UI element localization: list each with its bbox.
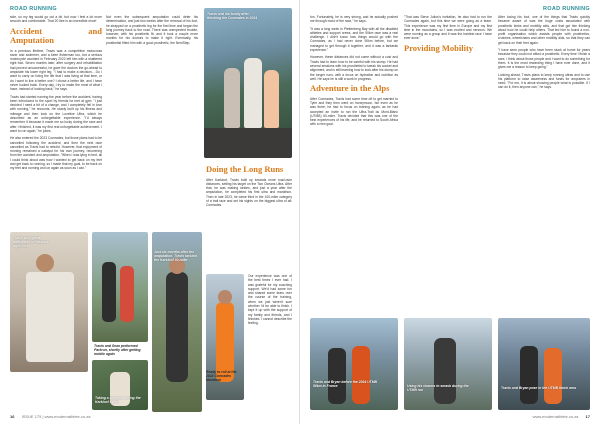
right-column-1 — [310, 15, 398, 315]
right-page — [300, 0, 600, 424]
right-column-3 — [498, 15, 590, 315]
heading-accident: Accident and Amputation — [10, 25, 102, 46]
site-url: www.modernathlete.co.za — [532, 414, 579, 419]
body-paragraph: Looking ahead, Travis plans to keep running ultras and to use his platform to raise awareness and funds for amputees in need. "For me, it is about showing people what is possible. If I can do it, then anyone can," he says. — [498, 72, 590, 90]
photo-utmb-start — [310, 318, 398, 410]
body-paragraph: Our experience was one of the best times I ever had. I was grateful for my coaching support. We'd had some fun and shared some tears over the course of the training, when we just weren't sure whether I'd be able to finish. I kept it up with the support of my family and friends, and I finished. I cannot describe the feeling. — [248, 274, 292, 326]
page-number: 17 — [585, 414, 590, 419]
photo-caption: Taking a breather during the Karkloof event — [95, 396, 141, 405]
photo-caption: Travis and Bryan pose in the UTMB finish area — [501, 386, 576, 390]
body-paragraph: Travis had started running the year before the accident, having been introduced to the sport by friends he met at gym. "I just decided I need a bit of a change, and I completely fell in love with running," he recounts. He slowly built up his fitness and mileage and then took on the Loveline Ultra, which he described as an unforgettable experience. "I'd always remember it because it made me so lucky during the race and after I finished, it was my first real unforgettable achievement. I want to run again," he jokes. — [10, 94, 102, 133]
page-footer — [10, 414, 90, 419]
body-paragraph: Not even the subsequent amputation could deter his determination, and just two weeks after the removal of his foot, he strapped on a prosthetic leg for the first time and began the long journey back to the road. There was unexpected trouble, however, with his prosthetic fit, and it took a couple more months for his doctors to make it right. Eventually, his prosthetist fitted him with a good prosthetic, the NextStep. — [106, 15, 198, 45]
body-paragraph: fun. Fortunately, he is very strong, and he actually pushed me through most of the race," he says. — [310, 15, 398, 24]
body-paragraph: After losing his foot, one of the things that Travis quickly became aware of was the huge costs associated with prosthetic limbs and mobility aids, and that got him thinking about how he could help others. That led him to found a non-profit organisation which assists people with prosthetics, crutches, wheelchairs and other mobility aids, so that they can get back on their feet again. — [498, 15, 590, 45]
issue-info: ISSUE 175 | www.modernathlete.co.za — [21, 414, 91, 419]
photo-caption: Just six months after the amputation, Travis tackled the Karkloof 50-miler — [154, 250, 197, 263]
body-paragraph: "It was a long week in Plettenberg Bay with all the disabled athletes and support crews, and the 90km race was a real challenge. I didn't know how things would go with the Comrades, as I had never done 90km before, but we managed to get through it together, and it was a fantastic experience." — [310, 26, 398, 53]
body-paragraph: However, these distances did not come without a cost and Travis had to learn how to be careful with his stump. He had several sessions with his prosthetist to tweak his socket and alignment, and is still learning how to look after his stump on the longer runs, with a focus on hydration and nutrition as well. He says he is still a work in progress. — [310, 55, 398, 81]
photo-caption: Travis and his family after finishing the Comrades in 2024 — [207, 12, 258, 21]
body-paragraph: "That was Steve Julius's invitation, he also had to run the Comrades again, but this time we were going as a team. This experience was my first time in Europe and my first time in the mountains, so I was excited and nervous. We were running as a group and it was the hardest race I have ever done." — [404, 15, 492, 41]
photo-caption: Ready to roll at the 2024 Comrades Marathon — [206, 370, 237, 383]
left-column-1 — [10, 15, 102, 230]
photo-family-comrades — [204, 8, 292, 158]
photo-parkrun — [92, 232, 148, 342]
section-tag: ROAD RUNNING — [543, 6, 590, 12]
photo-caption: Travis with great difficulties in hospital right foot — [13, 236, 48, 249]
photo-caption: Travis and Sean performed Parkrun, shortly after getting mobile again — [94, 344, 141, 357]
section-tag: ROAD RUNNING — [10, 6, 57, 12]
photo-hospital — [10, 232, 88, 372]
body-paragraph: He also entered the 2023 Comrades, but those plans had to be cancelled following the accident, and then the next race cancelled as Travis had to rebuild. However, that enjoyment of running remained a catalyst for his own journey, recovering from the accident and amputation. "When I was lying in bed, all I could think about was how I wanted to get back on my feet and get back to running, so I made that my goal, to be back on my feet and running and on again as soon as I can." — [10, 136, 102, 171]
left-column-2 — [106, 15, 198, 230]
right-column-2 — [404, 15, 492, 315]
photo-caption: Using his charms to smash during the UTMB run — [407, 384, 469, 393]
body-paragraph: In a previous lifetime, Travis was a competitive motocross racer and swimmer, and a keen fisherman too, but a serious motorcycle accident in February 2022 left him with a shattered right foot. Seven months later, after surgery and rehabilitation had proved unsuccessful, he gave the doctors the go-ahead to amputate his lower right leg. "I had to make a decision... Do I want to carry on living the life that I was living at that time, or do I want to live a better one? I chose a better life, and I have never looked back. Every day, I try to make the most of what I have, instead of looking back," he says. — [10, 48, 102, 92]
body-paragraph: After Karkloof, Travis built up towards more road-race distances, setting his target on the Two Oceans Ultra. After that, he was making strides, and just a year after the amputation, he completed his first ultra and marathon. Then in late 2023, he came third in the 100-miler category of a trail race and set his sights on the biggest ultra of all: Comrades. — [206, 177, 292, 208]
left-column-4 — [248, 274, 292, 406]
photo-caption: Travis and Bryan before the 2024 UTMB 50km in France — [313, 380, 378, 389]
body-paragraph: "I have seen people who have been stuck at home for years because they could not afford a prosthetic. Every time I finish a race, I think about those people and I want to do something for them. It is the most rewarding thing I have ever done, and it gives me a reason to keep going." — [498, 48, 590, 70]
page-number: 16 — [10, 414, 15, 419]
heading-mobility: Providing Mobility — [404, 42, 474, 53]
heading-alps: Adventure in the Alps — [310, 83, 390, 94]
photo-utmb-run — [404, 318, 492, 410]
photo-utmb-finish — [498, 318, 590, 410]
body-intro: side, so my leg would go out a bit, but now I feel a lot more smooth and comfortable. That 20 litre is an incredible shoe! — [10, 15, 102, 24]
page-footer — [533, 414, 590, 419]
heading-long-runs: Doing the Long Runs — [206, 164, 284, 174]
left-column-3 — [206, 162, 292, 272]
body-paragraph: After Comrades, Travis had some time off to get married to Tyler and they then went on honeymoon, but even as he was there, he had to focus on training again, as he had accepted an invite to run the Ultra-Trail du Mont-Blanc (UTMB) 50-miler. Travis decided that this was one of the best experiences of his life, and he returned to South Africa with a new goal. — [310, 96, 398, 127]
